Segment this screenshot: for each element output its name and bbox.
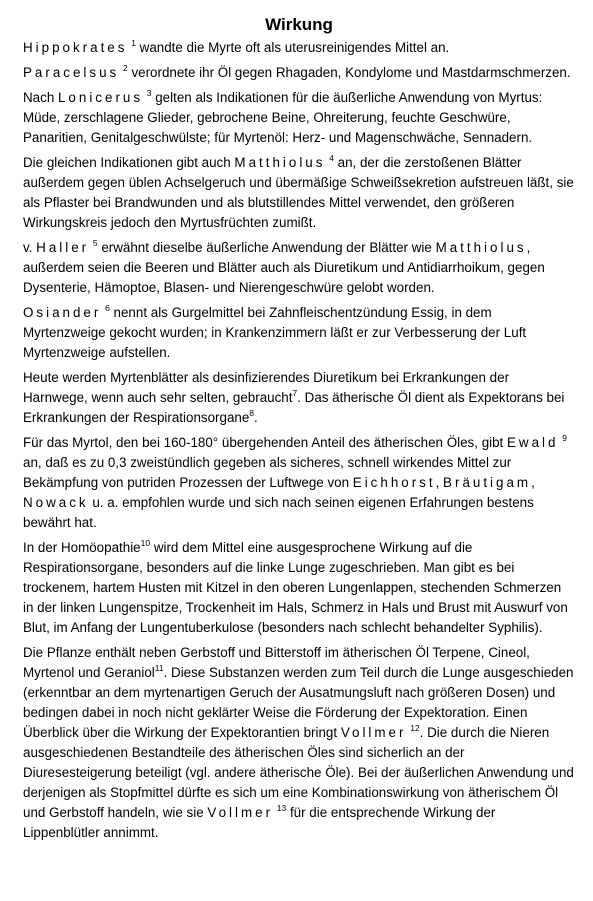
section-title: Wirkung [265,15,333,34]
footnote-ref: 4 [329,152,334,163]
author-name: Haller [36,240,90,255]
paragraph [23,238,575,298]
author-name: Bräutigam [443,475,532,490]
text-run: für die entsprechende Wirkung der Lippenblütler annimmt. [23,805,496,840]
paragraph [23,538,575,638]
text-run: nennt als Gurgelmittel bei Zahnfleischentzündung Essig, in dem Myrtenzweige gekocht wurden; in Krankenzimmern läßt er zur Verbesserung der Luft Myrtenzweige aufstellen. [23,305,527,360]
footnote-ref: 6 [105,302,110,313]
paragraph [23,643,575,843]
paragraph [23,303,575,363]
author-name: Ewald [507,435,559,450]
author-name: Matthiolus [435,240,527,255]
text-run: , außerdem seien die Beeren und Blätter auch als Diuretikum und Antidiarrhoikum, gegen Dysenterie, Hämoptoe, Blasen- und Nierengeschwüre gelobt worden. [23,240,545,295]
footnote-ref: 13 [276,802,287,813]
text-run: Nach [23,90,58,105]
text-run: v. [23,240,37,255]
text-run: Für das Myrtol, den bei 160-180° übergehenden Anteil des ätherischen Öles, gibt [23,435,507,450]
footnote-ref: 8 [249,407,255,418]
author-name: Eichhorst [352,475,436,490]
text-run: gelten als Indikationen für die äußerliche Anwendung von Myrtus: Müde, zerschlagene Glieder, gebrochene Beine, Ohreiterung, feuchte Geschwüre, Panaritien, Genitalgeschwülste; für Myrtenöl: Herz- und Magenschwäche, Sennadern. [23,90,543,145]
text-run: u. a. empfohlen wurde und sich nach seinen eigenen Erfahrungen bestens bewährt hat. [23,495,534,530]
author-name: Nowack [23,495,89,510]
text-run: . [254,410,258,425]
text-run: , [435,475,444,490]
paragraph [23,63,575,83]
author-name: Osiander [23,305,102,320]
text-run: Heute werden Myrtenblätter als desinfizierendes Diuretikum bei Erkrankungen der Harnwege, wenn auch sehr selten, gebraucht [23,370,510,405]
author-name: Paracelsus [23,65,120,80]
author-name: Vollmer [340,725,407,740]
footnote-ref: 5 [92,237,98,248]
author-name: Vollmer [207,805,274,820]
text-run: erwähnt dieselbe äußerliche Anwendung der Blätter wie [97,240,436,255]
footnote-ref: 10 [140,537,151,548]
author-name: Hippokrates [23,40,128,55]
text-run: an, daß es zu 0,3 zweistündlich gegeben als sicheres, schnell wirkendes Mittel zur Bekämpfung von putriden Prozessen der Luftwege von [23,455,512,490]
author-name: Matthiolus [234,155,326,170]
paragraph [23,433,575,533]
text-run: . Das ätherische Öl dient als Expektorans bei Erkrankungen der Respirationsorgane [23,390,565,425]
paragraph [23,88,575,148]
author-name: Lonicerus [57,90,144,105]
paragraph [23,38,575,58]
paragraph [23,153,575,233]
text-run: verordnete ihr Öl gegen Rhagaden, Kondylome und Mastdarmschmerzen. [127,65,571,80]
text-run: Die gleichen Indikationen gibt auch [23,155,235,170]
footnote-ref: 9 [562,432,567,443]
text-run: wandte die Myrte oft als uterusreinigendes Mittel an. [135,40,450,55]
text-run: . Diese Substanzen werden zum Teil durch die Lunge ausgeschieden (erkenntbar an dem myrtenartigen Geruch der Ausatmungsluft nach größeren Dosen) und bedingen dabei in noch nicht geklärter Weise die Förderung der Expektoration. Einen Überblick über die Wirkung der Expektorantien bringt [23,665,574,740]
text-run: an, der die zerstoßenen Blätter außerdem gegen üblen Achselgeruch und übermäßige Schweißsekretion aufstreuen läßt, sie als Pflaster bei Brandwunden und als blutstillendes Mittel verwendet, den größeren Wirkungskreis jedoch den Myrtusfrüchten zumißt. [23,155,574,230]
footnote-ref: 11 [154,662,164,673]
text-run: In der Homöopathie [23,540,141,555]
body-text [23,38,575,843]
footnote-ref: 3 [146,87,152,98]
footnote-ref: 2 [122,62,128,73]
text-run: Die Pflanze enthält neben Gerbstoff und Bitterstoff im ätherischen Öl Terpene, Cineol, Myrtenol und Geraniol [23,645,530,680]
text-run: , [531,475,535,490]
paragraph [23,368,575,428]
text-run: . Die durch die Nieren ausgeschiedenen Bestandteile des ätherischen Öles sind sicherlich an der Diuresesteigerung beteiligt (vgl. andere ätherische Öle). Bei der äußerlichen Anwendung und derjenigen als Stopfmittel dürfte es sich um eine Kombinationswirkung von ätherischem Öl und Gerbstoff handeln, wie sie [23,725,574,820]
footnote-ref: 7 [292,387,298,398]
text-run: wird dem Mittel eine ausgesprochene Wirkung auf die Respirationsorgane, besonders auf die linke Lunge zugeschrieben. Man gibt es bei trockenem, hartem Husten mit Kitzel in den oberen Lungenlappen, stechenden Schmerzen in der linken Lungenspitze, Trockenheit im Hals, Schmerz in Hals und Brust mit Auswurf von Blut, im Anfang der Lungentuberkulose (besonders nach schlecht behandelter Syphilis). [23,540,568,635]
footnote-ref: 12 [410,722,420,733]
footnote-ref: 1 [131,37,136,48]
